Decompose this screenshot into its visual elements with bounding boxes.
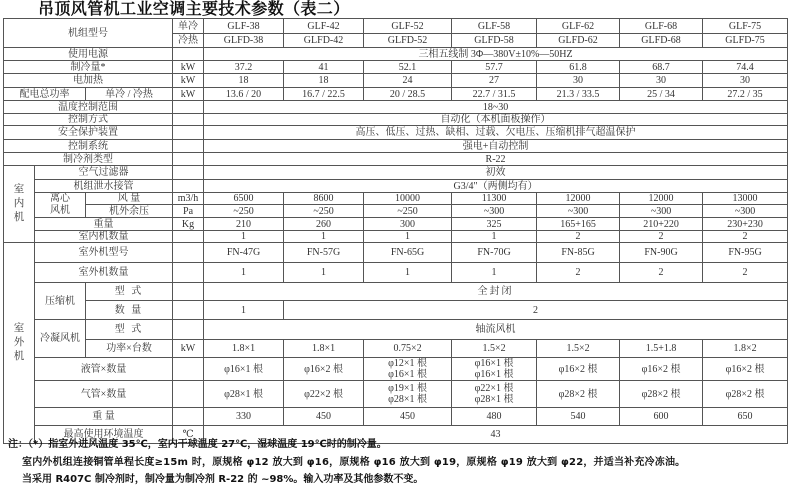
- value-cell: 2: [537, 263, 620, 283]
- unit-cell: [173, 126, 204, 140]
- table-row: [4, 114, 788, 126]
- unit-cell: [173, 153, 204, 166]
- value-cell: 600: [620, 408, 703, 426]
- value-cell: 27: [452, 74, 537, 88]
- value-cell: G3/4"（两侧均有）: [204, 180, 788, 193]
- unit-cell: [173, 140, 204, 153]
- value-cell: 1: [204, 263, 284, 283]
- value-cell: 260: [284, 218, 364, 231]
- value-cell: φ16×2 根: [284, 358, 364, 381]
- value-cell: 三相五线制 3Φ—380V±10%—50HZ: [204, 48, 788, 61]
- value-cell: 300: [364, 218, 452, 231]
- value-cell: φ28×2 根: [620, 381, 703, 408]
- value-cell: 27.2 / 35: [703, 88, 788, 101]
- value-cell: 210: [204, 218, 284, 231]
- table-row: [4, 408, 788, 426]
- table-row: [4, 48, 788, 61]
- value-cell: 37.2: [204, 61, 284, 74]
- row-label: 室内机数量: [35, 231, 173, 243]
- table-row: [4, 218, 788, 231]
- value-cell: 1.5×2: [537, 340, 620, 358]
- value-cell: ~250: [364, 205, 452, 218]
- row-label: 空气过滤器: [35, 166, 173, 180]
- value-cell: ~300: [452, 205, 537, 218]
- value-cell: 12000: [620, 193, 703, 205]
- value-cell: φ28×2 根: [537, 381, 620, 408]
- unit-cell: [173, 48, 204, 61]
- value-cell: 1: [452, 263, 537, 283]
- value-cell: 1.8×1: [204, 340, 284, 358]
- table-row: [4, 180, 788, 193]
- value-cell: GLF-62: [537, 19, 620, 34]
- value-cell: 自动化（本机面板操作）: [204, 114, 788, 126]
- unit-cell: [173, 114, 204, 126]
- value-cell: φ22×2 根: [284, 381, 364, 408]
- row-label: 数 量: [86, 301, 173, 320]
- value-cell: GLFD-68: [620, 34, 703, 48]
- table-row: [4, 153, 788, 166]
- value-cell: φ12×1 根 φ16×1 根: [364, 358, 452, 381]
- table-row: [4, 340, 788, 358]
- unit-cell: [173, 301, 204, 320]
- table-row: [4, 231, 788, 243]
- section-indoor: [4, 166, 35, 243]
- table-row: [4, 140, 788, 153]
- unit-cell: kW: [173, 74, 204, 88]
- value-cell: 8600: [284, 193, 364, 205]
- row-label: 温度控制范围: [4, 101, 173, 114]
- value-cell: ~300: [703, 205, 788, 218]
- value-cell: 57.7: [452, 61, 537, 74]
- value-cell: 2: [620, 263, 703, 283]
- row-label: 使用电源: [4, 48, 173, 61]
- compressor-label: 压缩机: [35, 283, 86, 320]
- value-cell: 450: [284, 408, 364, 426]
- value-cell: 1.5×2: [452, 340, 537, 358]
- section-outdoor: [4, 243, 35, 444]
- value-cell: 1: [364, 231, 452, 243]
- value-cell: 12000: [537, 193, 620, 205]
- unit-cell: ℃: [173, 426, 204, 444]
- row-label: 液管×数量: [35, 358, 173, 381]
- fan-group-label: [35, 193, 86, 218]
- value-cell: 540: [537, 408, 620, 426]
- value-cell: φ28×1 根: [204, 381, 284, 408]
- row-label: 室外机数量: [35, 263, 173, 283]
- unit-cell: [173, 408, 204, 426]
- unit-cell: [173, 263, 204, 283]
- value-cell: 1.8×2: [703, 340, 788, 358]
- row-label: 室外机型号: [35, 243, 173, 263]
- table-row: [4, 381, 788, 408]
- value-cell: 16.7 / 22.5: [284, 88, 364, 101]
- value-cell: GLFD-75: [703, 34, 788, 48]
- value-cell: 强电+自动控制: [204, 140, 788, 153]
- value-cell: ~300: [537, 205, 620, 218]
- table-row: [4, 205, 788, 218]
- label-model: 机组型号: [4, 19, 173, 48]
- value-cell: 2: [620, 231, 703, 243]
- value-cell: 1.8×1: [284, 340, 364, 358]
- value-cell: φ16×2 根: [537, 358, 620, 381]
- row-label: 机组泄水接管: [35, 180, 173, 193]
- value-cell: GLF-75: [703, 19, 788, 34]
- value-cell: 230+230: [703, 218, 788, 231]
- row-sublabel: 单冷 / 冷热: [86, 88, 173, 101]
- value-cell: 2: [284, 301, 788, 320]
- value-cell: 74.4: [703, 61, 788, 74]
- spec-table: [3, 18, 788, 444]
- value-cell: 2: [703, 263, 788, 283]
- value-cell: 全封闭: [204, 283, 788, 301]
- value-cell: GLF-68: [620, 19, 703, 34]
- value-cell: 10000: [364, 193, 452, 205]
- value-cell: 22.7 / 31.5: [452, 88, 537, 101]
- value-cell: 1: [204, 231, 284, 243]
- footnote: 室内外机组连接铜管单程长度≥15m 时，原规格 φ12 放大到 φ16，原规格 φ16 放大到 φ19，原规格 φ19 放大到 φ22，并适当补充冷冻油。: [22, 457, 686, 468]
- value-cell: ~250: [284, 205, 364, 218]
- table-row: [4, 101, 788, 114]
- unit-cell: kW: [173, 340, 204, 358]
- page-title: 吊顶风管机工业空调主要技术参数（表二）: [38, 0, 350, 18]
- row-label: 风 量: [86, 193, 173, 205]
- value-cell: ~300: [620, 205, 703, 218]
- table-row: [4, 283, 788, 301]
- unit-cell: [173, 101, 204, 114]
- value-cell: R-22: [204, 153, 788, 166]
- value-cell: GLFD-62: [537, 34, 620, 48]
- row-label: 安全保护装置: [4, 126, 173, 140]
- row-label: 最高使用环境温度: [35, 426, 173, 444]
- value-cell: 1: [364, 263, 452, 283]
- row-label: 控制方式: [4, 114, 173, 126]
- unit-cell: m3/h: [173, 193, 204, 205]
- value-cell: FN-57G: [284, 243, 364, 263]
- value-cell: φ19×1 根 φ28×1 根: [364, 381, 452, 408]
- value-cell: φ22×1 根 φ28×1 根: [452, 381, 537, 408]
- value-cell: GLF-58: [452, 19, 537, 34]
- value-cell: φ16×1 根 φ16×1 根: [452, 358, 537, 381]
- value-cell: 24: [364, 74, 452, 88]
- row-label: 制冷剂类型: [4, 153, 173, 166]
- value-cell: φ16×2 根: [620, 358, 703, 381]
- value-cell: 6500: [204, 193, 284, 205]
- value-cell: φ16×1 根: [204, 358, 284, 381]
- value-cell: 52.1: [364, 61, 452, 74]
- table-row: [4, 301, 788, 320]
- value-cell: 30: [537, 74, 620, 88]
- value-cell: 1: [284, 263, 364, 283]
- value-cell: 2: [537, 231, 620, 243]
- value-cell: GLF-42: [284, 19, 364, 34]
- table-row: [4, 193, 788, 205]
- value-cell: 11300: [452, 193, 537, 205]
- value-cell: 13000: [703, 193, 788, 205]
- value-cell: 1.5+1.8: [620, 340, 703, 358]
- row-label: 功率×台数: [86, 340, 173, 358]
- table-row: [4, 243, 788, 263]
- unit-cell: 单冷: [173, 19, 204, 34]
- table-row: [4, 320, 788, 340]
- value-cell: 68.7: [620, 61, 703, 74]
- value-cell: 13.6 / 20: [204, 88, 284, 101]
- unit-cell: [173, 231, 204, 243]
- value-cell: 18: [204, 74, 284, 88]
- value-cell: GLFD-52: [364, 34, 452, 48]
- value-cell: GLF-38: [204, 19, 284, 34]
- value-cell: φ16×2 根: [703, 358, 788, 381]
- value-cell: GLFD-42: [284, 34, 364, 48]
- value-cell: 20 / 28.5: [364, 88, 452, 101]
- value-cell: 25 / 34: [620, 88, 703, 101]
- table-row: [4, 358, 788, 381]
- section-label: 室内机: [13, 184, 25, 223]
- value-cell: GLF-52: [364, 19, 452, 34]
- value-cell: 1: [284, 231, 364, 243]
- row-label: 重量: [35, 218, 173, 231]
- unit-cell: 冷热: [173, 34, 204, 48]
- footnote: 当采用 R407C 制冷剂时，制冷量为制冷剂 R-22 的 ~98%。输入功率及其他参数不变。: [22, 474, 424, 485]
- row-label: 气管×数量: [35, 381, 173, 408]
- value-cell: FN-70G: [452, 243, 537, 263]
- value-cell: 30: [620, 74, 703, 88]
- table-row: [4, 19, 788, 34]
- value-cell: 165+165: [537, 218, 620, 231]
- value-cell: φ28×2 根: [703, 381, 788, 408]
- value-cell: 330: [204, 408, 284, 426]
- value-cell: FN-85G: [537, 243, 620, 263]
- value-cell: 轴流风机: [204, 320, 788, 340]
- row-label: 机外余压: [86, 205, 173, 218]
- unit-cell: Kg: [173, 218, 204, 231]
- footnote: 注：（*）指室外进风温度 35℃，室内干球温度 27℃，湿球温度 19℃时的制冷量。: [8, 439, 387, 450]
- row-label: 控制系统: [4, 140, 173, 153]
- value-cell: 325: [452, 218, 537, 231]
- value-cell: 1: [452, 231, 537, 243]
- value-cell: 1: [204, 301, 284, 320]
- fan-group-label-line: 风机: [50, 205, 70, 216]
- table-row: [4, 88, 788, 101]
- value-cell: 30: [703, 74, 788, 88]
- value-cell: 高压、低压、过热、缺相、过载、欠电压、压缩机排气超温保护: [204, 126, 788, 140]
- row-label: 电加热: [4, 74, 173, 88]
- value-cell: FN-65G: [364, 243, 452, 263]
- unit-cell: [173, 320, 204, 340]
- value-cell: GLFD-58: [452, 34, 537, 48]
- value-cell: 18~30: [204, 101, 788, 114]
- row-label: 重 量: [35, 408, 173, 426]
- unit-cell: [173, 166, 204, 180]
- unit-cell: [173, 243, 204, 263]
- value-cell: 0.75×2: [364, 340, 452, 358]
- value-cell: 18: [284, 74, 364, 88]
- value-cell: 650: [703, 408, 788, 426]
- row-label: 型 式: [86, 283, 173, 301]
- row-label: 制冷量*: [4, 61, 173, 74]
- value-cell: 2: [703, 231, 788, 243]
- value-cell: 43: [204, 426, 788, 444]
- value-cell: ~250: [204, 205, 284, 218]
- value-cell: 21.3 / 33.5: [537, 88, 620, 101]
- unit-cell: [173, 283, 204, 301]
- unit-cell: [173, 180, 204, 193]
- unit-cell: [173, 358, 204, 381]
- row-label: 型 式: [86, 320, 173, 340]
- unit-cell: kW: [173, 61, 204, 74]
- value-cell: 480: [452, 408, 537, 426]
- value-cell: GLFD-38: [204, 34, 284, 48]
- value-cell: FN-47G: [204, 243, 284, 263]
- table-row: [4, 61, 788, 74]
- row-label: 配电总功率: [4, 88, 86, 101]
- table-row: [4, 166, 788, 180]
- value-cell: 61.8: [537, 61, 620, 74]
- unit-cell: Pa: [173, 205, 204, 218]
- condenser-fan-label: 冷凝风机: [35, 320, 86, 358]
- table-row: [4, 126, 788, 140]
- value-cell: 210+220: [620, 218, 703, 231]
- value-cell: 41: [284, 61, 364, 74]
- section-label: 室外机: [13, 323, 25, 362]
- value-cell: FN-95G: [703, 243, 788, 263]
- value-cell: 初效: [204, 166, 788, 180]
- fan-group-label-line: 离心: [50, 193, 70, 204]
- table-row: [4, 263, 788, 283]
- table-row: [4, 74, 788, 88]
- value-cell: FN-90G: [620, 243, 703, 263]
- value-cell: 450: [364, 408, 452, 426]
- unit-cell: kW: [173, 88, 204, 101]
- unit-cell: [173, 381, 204, 408]
